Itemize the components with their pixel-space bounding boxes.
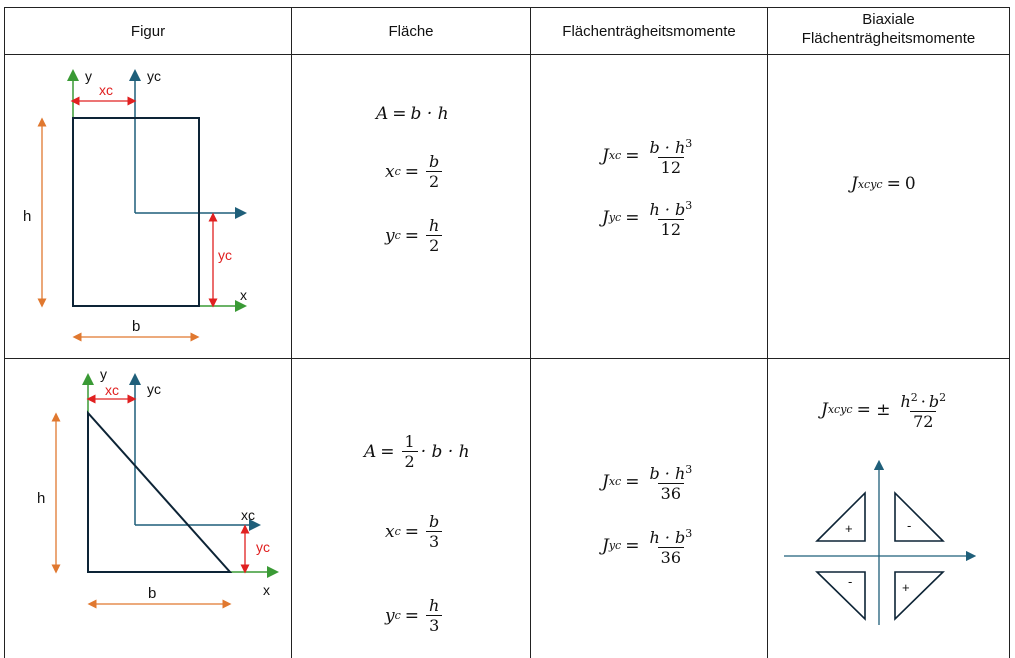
label-yc-red: yc [218,247,232,263]
triangle-upper-left [817,493,865,541]
sign-lower-left: - [848,574,853,589]
label-b: b [148,585,157,602]
label-b: b [132,318,141,335]
tri-xc-formula: x c = $\frac{b}{3}$ [385,512,445,551]
rect-area-formula: A = b · h [376,104,449,124]
header-flaechentraegheitsmomente: Flächenträgheitsmomente [562,23,736,40]
label-xc: xc [99,82,113,98]
label-y: y [85,68,92,84]
header-flaeche: Fläche [388,23,434,40]
header-biaxiale-line2: Flächenträgheitsmomente [801,30,976,47]
label-x: x [240,287,247,303]
triangle-upper-right [895,493,943,541]
header-biaxiale [768,10,1009,48]
sign-upper-right: - [907,518,912,533]
rectangle-shape [73,118,199,306]
triangle-figure [5,359,291,658]
rect-jxc-formula: J xc = $\frac{b \cdot h^3}{12}$ [602,137,693,177]
tri-jxcyc-formula: J xcyc = ± $\frac{h^2 \cdot b^2}{72}$ [821,391,947,431]
triangle-lower-left [817,572,865,619]
rect-jyc-formula: J yc = $\frac{h \cdot b^3}{12}$ [602,199,693,239]
quadrant-sign-diagram [768,455,1009,635]
label-yc-red: yc [256,539,270,555]
label-xc: xc [241,507,255,523]
rect-jxcyc-formula: J xcyc = 0 [851,174,916,194]
label-yc: yc [147,68,161,84]
sign-lower-right: + [902,580,910,595]
header-biaxiale-line1: Biaxiale [862,11,915,28]
tri-jyc-formula: J yc = $\frac{h \cdot b^3}{36}$ [602,527,693,567]
label-x: x [263,582,270,598]
header-figur: Figur [130,23,166,40]
rect-yc-formula: y c = $\frac{h}{2}$ [385,216,445,255]
label-xc-red: xc [105,382,119,398]
label-h: h [23,208,32,225]
label-y: y [100,366,107,382]
rectangle-figure [5,55,291,358]
tri-yc-formula: y c = $\frac{h}{3}$ [385,596,445,635]
tri-jxc-formula: J xc = $\frac{b \cdot h^3}{36}$ [602,463,693,503]
rect-xc-formula: x c = $\frac{b}{2}$ [385,152,445,191]
label-h: h [37,490,46,507]
tri-area-formula: A = $\frac{1}{2}$ · b · h [364,432,470,471]
sign-upper-left: + [845,521,853,536]
triangle-shape [88,413,230,572]
label-yc: yc [147,381,161,397]
